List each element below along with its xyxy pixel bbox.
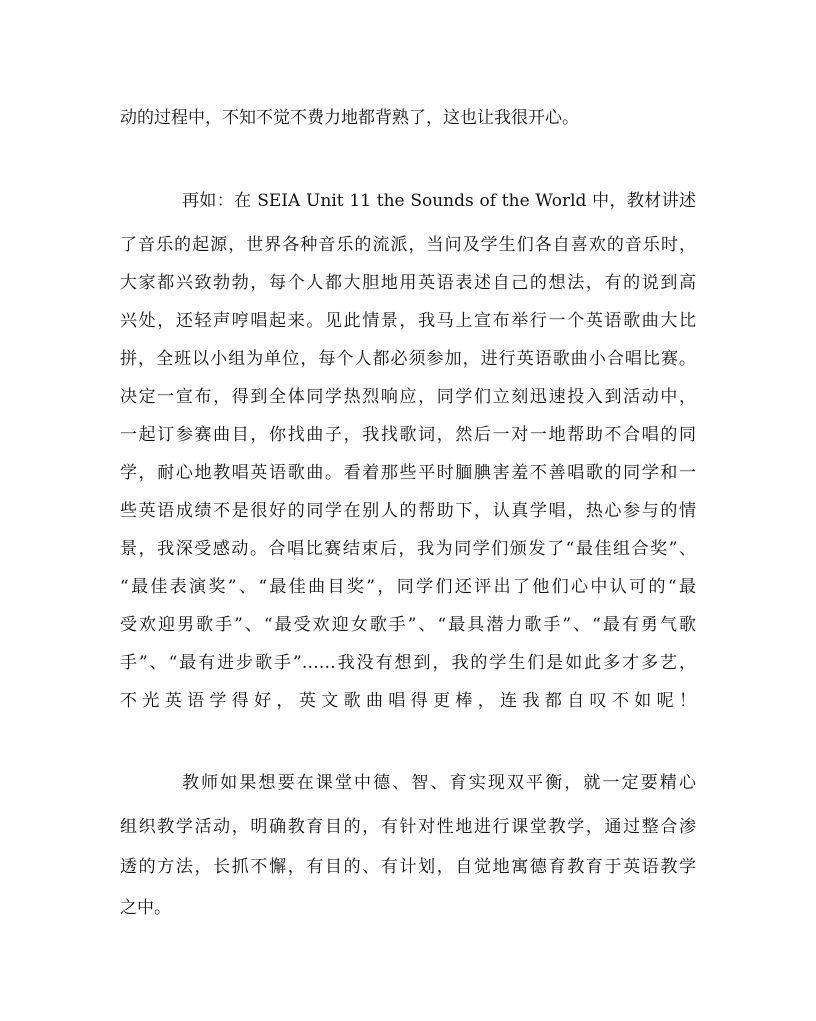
text-line [120, 724, 696, 754]
text-line: 景，我深受感动。合唱比赛结束后，我为同学们颁发了“最佳组合奖”、 [120, 539, 696, 559]
paragraph-first-line: 教师如果想要在课堂中德、智、育实现双平衡，就一定要精心 [182, 773, 696, 793]
text-line: 一起订参赛曲目，你找曲子，我找歌词，然后一对一地帮助不合唱的同 [120, 425, 696, 445]
text-line: 些英语成绩不是很好的同学在别人的帮助下，认真学唱，热心参与的情 [120, 501, 696, 521]
text-line: 不光英语学得好，英文歌曲唱得更棒，连我都自叹不如呢！ [120, 691, 696, 711]
text-line: 拼，全班以小组为单位，每个人都必须参加，进行英语歌曲小合唱比赛。 [120, 349, 696, 369]
text-line: 组织教学活动，明确教育目的，有针对性地进行课堂教学，通过整合渗 [120, 817, 696, 837]
text-line: 动的过程中，不知不觉不费力地都背熟了，这也让我很开心。 [120, 108, 579, 128]
text-line: 大家都兴致勃勃，每个人都大胆地用英语表述自己的想法，有的说到高 [120, 273, 696, 293]
text-line: 手”、“最有进步歌手”……我没有想到，我的学生们是如此多才多艺， [120, 653, 696, 673]
text-line: 了音乐的起源，世界各种音乐的流派，当问及学生们各自喜欢的音乐时， [120, 235, 696, 255]
text-line: 兴处，还轻声哼唱起来。见此情景，我马上宣布举行一个英语歌曲大比 [120, 311, 696, 331]
paragraph-first-line: 再如：在 SEIA Unit 11 the Sounds of the World 中，教材讲述 [182, 191, 696, 211]
text-line: 学，耐心地教唱英语歌曲。看着那些平时腼腆害羞不善唱歌的同学和一 [120, 463, 696, 483]
text-line: 受欢迎男歌手”、“最受欢迎女歌手”、“最具潜力歌手”、“最有勇气歌 [120, 615, 696, 635]
text-line: 决定一宣布，得到全体同学热烈响应，同学们立刻迅速投入到活动中， [120, 387, 696, 407]
text-line: 之中。 [120, 898, 171, 918]
text-line: 透的方法，长抓不懈，有目的、有计划，自觉地寓德育教育于英语教学 [120, 857, 696, 877]
text-line: “最佳表演奖”、“最佳曲目奖”，同学们还评出了他们心中认可的“最 [120, 577, 696, 597]
